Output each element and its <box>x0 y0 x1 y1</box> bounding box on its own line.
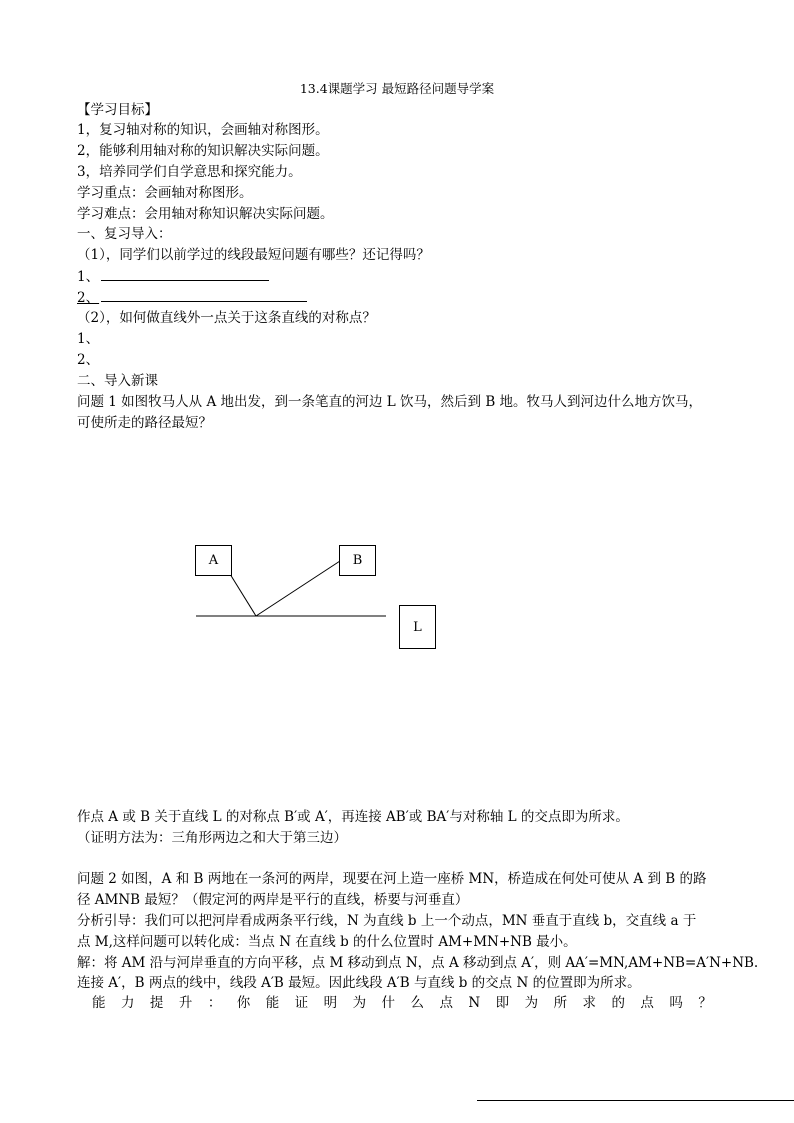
line-l-box: L <box>399 605 436 649</box>
answer-1-line-1: 作点 A 或 B 关于直线 L 的对称点 B′或 A′，再连接 AB′或 BA′与对称轴 L 的交点即为所求。 <box>77 809 629 825</box>
solution-line-1: 解：将 AM 沿与河岸垂直的方向平移，点 M 移动到点 N，点 A 移动到点 A′，则 AA′=MN,AM+NB=A′N+NB. <box>77 955 759 971</box>
point-a-box: A <box>195 545 232 576</box>
ability-char: ？ <box>698 995 712 1011</box>
ability-char: 的 <box>611 995 625 1011</box>
ability-char: 能 <box>92 995 106 1011</box>
ability-char: 力 <box>120 995 135 1011</box>
footer-rule <box>477 1100 794 1101</box>
ability-char: 所 <box>553 995 568 1011</box>
ability-char: N <box>468 995 481 1011</box>
objectives-heading: 【学习目标】 <box>77 102 158 118</box>
new-lesson-heading: 二、导入新课 <box>77 373 158 389</box>
review-q2-item-1: 1、 <box>77 331 100 347</box>
solution-line-2: 连接 A′，B 两点的线中，线段 A′B 最短。因此线段 A′B 与直线 b 的交点 N 的位置即为所求。 <box>77 975 641 991</box>
ability-char: 证 <box>294 995 309 1011</box>
ability-prompt <box>92 993 712 1013</box>
item-label: 1、 <box>77 269 100 285</box>
point-b-box: B <box>339 545 376 576</box>
ability-char: 你 <box>236 995 251 1011</box>
path-from-a <box>230 574 256 616</box>
ability-char: 提 <box>149 995 164 1011</box>
ability-char: 点 <box>439 995 453 1011</box>
review-question-2: （2），如何做直线外一点关于这条直线的对称点？ <box>77 310 376 326</box>
ability-char: ： <box>207 995 222 1011</box>
difficulty: 学习难点：会用轴对称知识解决实际问题。 <box>77 206 334 222</box>
objective-item-3: 3，培养同学们自学意思和探究能力。 <box>77 164 302 180</box>
objective-item-1: 1，复习轴对称的知识，会画轴对称图形。 <box>77 122 329 138</box>
problem-2-line-1: 问题 2 如图，A 和 B 两地在一条河的两岸，现要在河上造一座桥 MN，桥造成在何处可使从 A 到 B 的路 <box>77 871 707 887</box>
analysis-line-2: 点 M,这样问题可以转化成：当点 N 在直线 b 的什么位置时 AM+MN+NB 最小。 <box>77 934 577 950</box>
ability-char: 求 <box>582 995 597 1011</box>
ability-char: 么 <box>410 995 424 1011</box>
problem-1-line-1: 问题 1 如图牧马人从 A 地出发，到一条笔直的河边 L 饮马，然后到 B 地。牧马人到河边什么地方饮马， <box>77 394 703 410</box>
ability-char: 点 <box>640 995 654 1011</box>
ability-char: 什 <box>381 995 396 1011</box>
analysis-line-1: 分析引导：我们可以把河岸看成两条平行线，N 为直线 b 上一个动点，MN 垂直于直线 b，交直线 a 于 <box>77 913 697 929</box>
page-title: 13.4课题学习 最短路径问题导学案 <box>299 81 495 96</box>
problem-2-line-2: 径 AMNB 最短？（假定河的两岸是平行的直线，桥要与河垂直） <box>77 892 469 908</box>
review-heading: 一、复习导入： <box>77 226 172 242</box>
ability-char: 能 <box>265 995 280 1011</box>
item-label: 2、 <box>77 290 100 306</box>
ability-char: 吗 <box>669 995 683 1011</box>
ability-char: 升 <box>178 995 193 1011</box>
objective-item-2: 2，能够利用轴对称的知识解决实际问题。 <box>77 143 329 159</box>
review-q2-item-2: 2、 <box>77 352 100 368</box>
ability-char: 为 <box>524 995 539 1011</box>
key-point: 学习重点：会画轴对称图形。 <box>77 185 253 201</box>
answer-1-line-2: （证明方法为：三角形两边之和大于第三边） <box>77 830 347 846</box>
ability-char: 即 <box>495 995 510 1011</box>
path-to-b <box>256 561 340 616</box>
ability-char: 为 <box>352 995 367 1011</box>
ability-char: 明 <box>323 995 338 1011</box>
review-question-1: （1），同学们以前学过的线段最短问题有哪些？还记得吗？ <box>77 247 430 263</box>
problem-1-line-2: 可使所走的路径最短？ <box>77 415 212 431</box>
